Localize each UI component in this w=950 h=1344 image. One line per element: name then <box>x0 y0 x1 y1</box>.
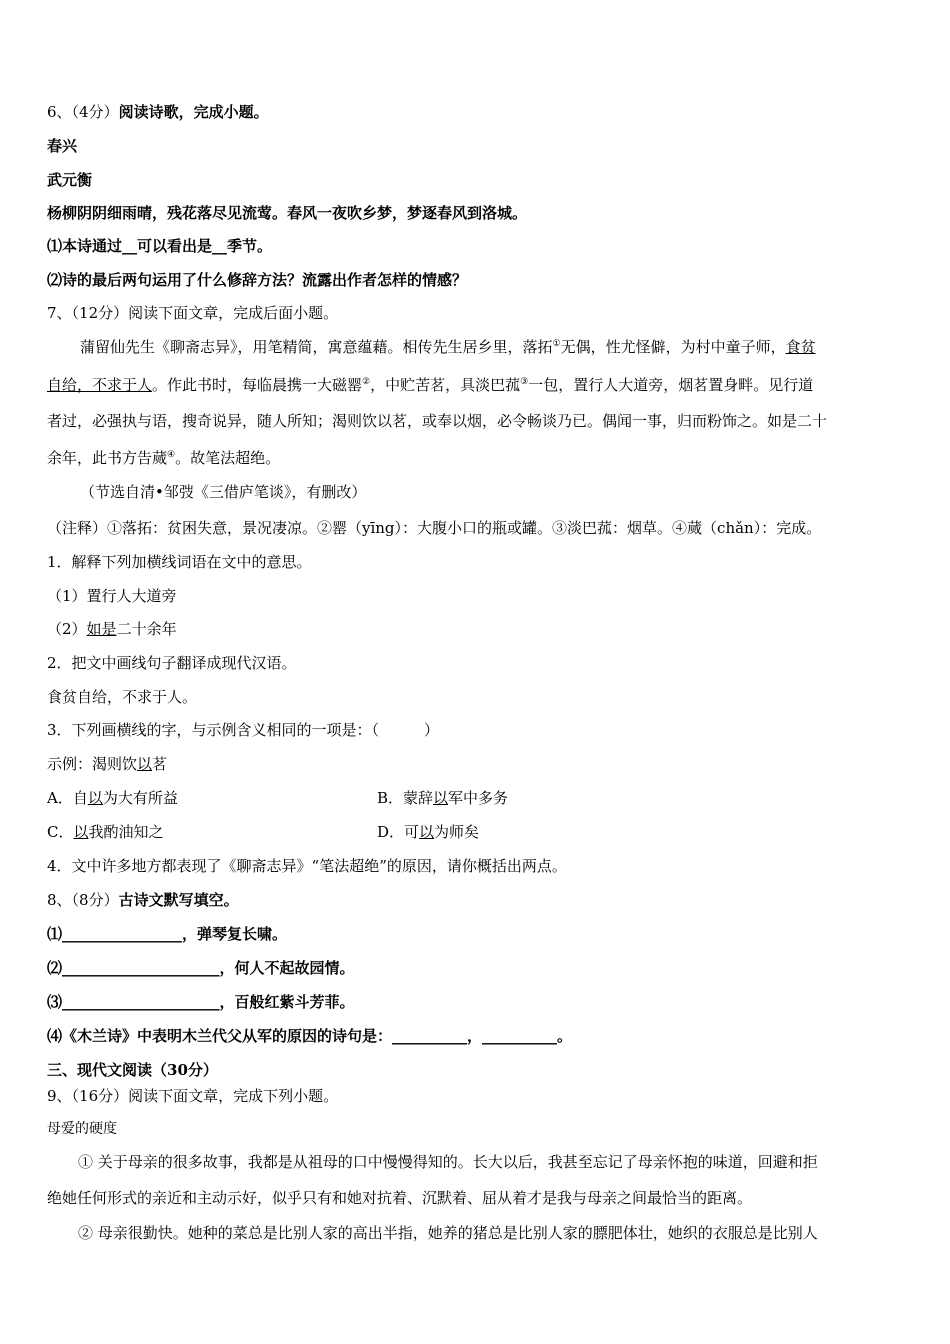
q9-header: 9、（16分）阅读下面文章，完成下列小题。 <box>47 1087 339 1105</box>
q7-passage-text: 。故笔法超绝。 <box>175 449 281 467</box>
option-d <box>377 822 479 842</box>
option-a-suffix: 为大有所益 <box>102 789 178 807</box>
q7-q1b-prefix: （2） <box>47 620 87 638</box>
underlined-word: 如是 <box>86 620 117 638</box>
option-c-prefix: C． <box>47 823 74 841</box>
section-3-heading: 三、现代文阅读（30分） <box>47 1061 218 1079</box>
q6-prompt: 阅读诗歌，完成小题。 <box>118 103 269 121</box>
q7-passage-text: 无偶，性尤怪僻，为村中童子师， <box>560 338 786 356</box>
q6-header-line <box>47 102 269 122</box>
q7-passage-text: 蒲留仙先生《聊斋志异》，用笔精简，寓意蕴藉。相传先生居乡里，落拓 <box>80 338 553 356</box>
q7-source: （节选自清•邹弢《三借庐笔谈》，有删改） <box>80 483 367 501</box>
option-c <box>47 822 164 842</box>
q6-sub-question-2: ⑵诗的最后两句运用了什么修辞方法？流露出作者怎样的情感？ <box>47 271 468 289</box>
footnote-marker-4: ④ <box>167 450 176 460</box>
q7-question-3-example <box>47 754 167 774</box>
underlined-sentence-part-2: 自给，不求于人 <box>47 376 153 394</box>
q7-question-2-sentence: 食贫自给，不求于人。 <box>47 688 198 706</box>
footnote-marker-2: ② <box>362 377 371 387</box>
option-b <box>377 788 508 808</box>
q7-passage-line-1 <box>80 337 904 357</box>
q8-prompt: 古诗文默写填空。 <box>118 891 239 909</box>
option-d-prefix: D．可 <box>377 823 420 841</box>
underlined-word: 以 <box>87 789 103 807</box>
q7-question-2: 2．把文中画线句子翻译成现代汉语。 <box>47 654 297 672</box>
q9-paragraph-1-line-2: 绝她任何形式的亲近和主动示好，似乎只有和她对抗着、沉默着、屈从着才是我与母亲之间最恰当的距离。 <box>47 1189 753 1207</box>
q7-question-1b <box>47 619 177 639</box>
q7-header: 7、（12分）阅读下面文章，完成后面小题。 <box>47 304 339 322</box>
example-prefix: 示例：渴则饮 <box>47 755 138 773</box>
q6-sub-question-1: ⑴本诗通过__可以看出是__季节。 <box>47 237 273 255</box>
q7-question-1: 1．解释下列加横线词语在文中的意思。 <box>47 553 312 571</box>
option-b-suffix: 军中多务 <box>448 789 509 807</box>
underlined-sentence-part-1: 食贫 <box>785 338 816 356</box>
q8-header-line <box>47 890 239 910</box>
q6-poem-author: 武元衡 <box>47 171 93 189</box>
option-a <box>47 788 178 808</box>
footnote-marker-3: ③ <box>520 377 529 387</box>
q6-poem-title: 春兴 <box>47 137 78 155</box>
q8-number: 8、（8分） <box>47 891 119 909</box>
q8-fill-line-4: ⑷《木兰诗》中表明木兰代父从军的原因的诗句是：__________，__________。 <box>47 1027 573 1045</box>
q9-paragraph-2-line-1: ② 母亲很勤快。她种的菜总是比别人家的高出半指，她养的猪总是比别人家的膘肥体壮，她织的衣服总是比别人 <box>78 1224 818 1242</box>
q7-passage-text: 余年，此书方告蒇 <box>47 449 168 467</box>
q7-passage-text: 一包，置行人大道旁，烟茗置身畔。见行道 <box>528 376 814 394</box>
option-a-prefix: A．自 <box>47 789 88 807</box>
underlined-word: 以 <box>433 789 449 807</box>
option-d-suffix: 为师矣 <box>434 823 480 841</box>
q7-notes: （注释）①落拓：贫困失意，景况凄凉。②罂（yīng）：大腹小口的瓶或罐。③淡巴菰：烟草。④蒇（chǎn）：完成。 <box>47 519 822 537</box>
q7-passage-text: ，中贮苦茗，具淡巴菰 <box>370 376 521 394</box>
q7-passage-line-2 <box>47 375 813 395</box>
q7-question-1a: （1）置行人大道旁 <box>47 587 177 605</box>
option-c-suffix: 我酌油知之 <box>88 823 164 841</box>
q7-q1b-suffix: 二十余年 <box>116 620 177 638</box>
q9-article-title: 母爱的硬度 <box>47 1121 117 1137</box>
q7-passage-text: 。作此书时，每临晨携一大磁罂 <box>152 376 363 394</box>
underlined-word: 以 <box>419 823 435 841</box>
underlined-word: 以 <box>137 755 153 773</box>
q6-number: 6、（4分） <box>47 103 119 121</box>
q6-poem-text: 杨柳阴阴细雨晴，残花落尽见流莺。春风一夜吹乡梦，梦逐春风到洛城。 <box>47 204 528 222</box>
option-b-prefix: B．蒙辞 <box>377 789 434 807</box>
q7-passage-line-3: 者过，必强执与语，搜奇说异，随人所知；渴则饮以茗，或奉以烟，必令畅谈乃已。偶闻一事，归而粉饰之。如是二十 <box>47 412 828 430</box>
underlined-word: 以 <box>73 823 89 841</box>
q8-fill-line-3: ⑶_____________________，百般红紫斗芳菲。 <box>47 993 355 1011</box>
q7-question-3: 3．下列画横线的字，与示例含义相同的一项是：（ ） <box>47 721 440 739</box>
q8-fill-line-1: ⑴________________，弹琴复长啸。 <box>47 925 288 943</box>
footnote-marker-1: ① <box>552 339 561 349</box>
q7-question-4: 4．文中许多地方都表现了《聊斋志异》“笔法超绝”的原因，请你概括出两点。 <box>47 857 567 875</box>
example-suffix: 茗 <box>152 755 168 773</box>
q7-passage-line-4 <box>47 448 280 468</box>
q9-paragraph-1-line-1: ① 关于母亲的很多故事，我都是从祖母的口中慢慢得知的。长大以后，我甚至忘记了母亲怀抱的味道，回避和拒 <box>78 1153 818 1171</box>
q8-fill-line-2: ⑵_____________________，何人不起故园情。 <box>47 959 355 977</box>
